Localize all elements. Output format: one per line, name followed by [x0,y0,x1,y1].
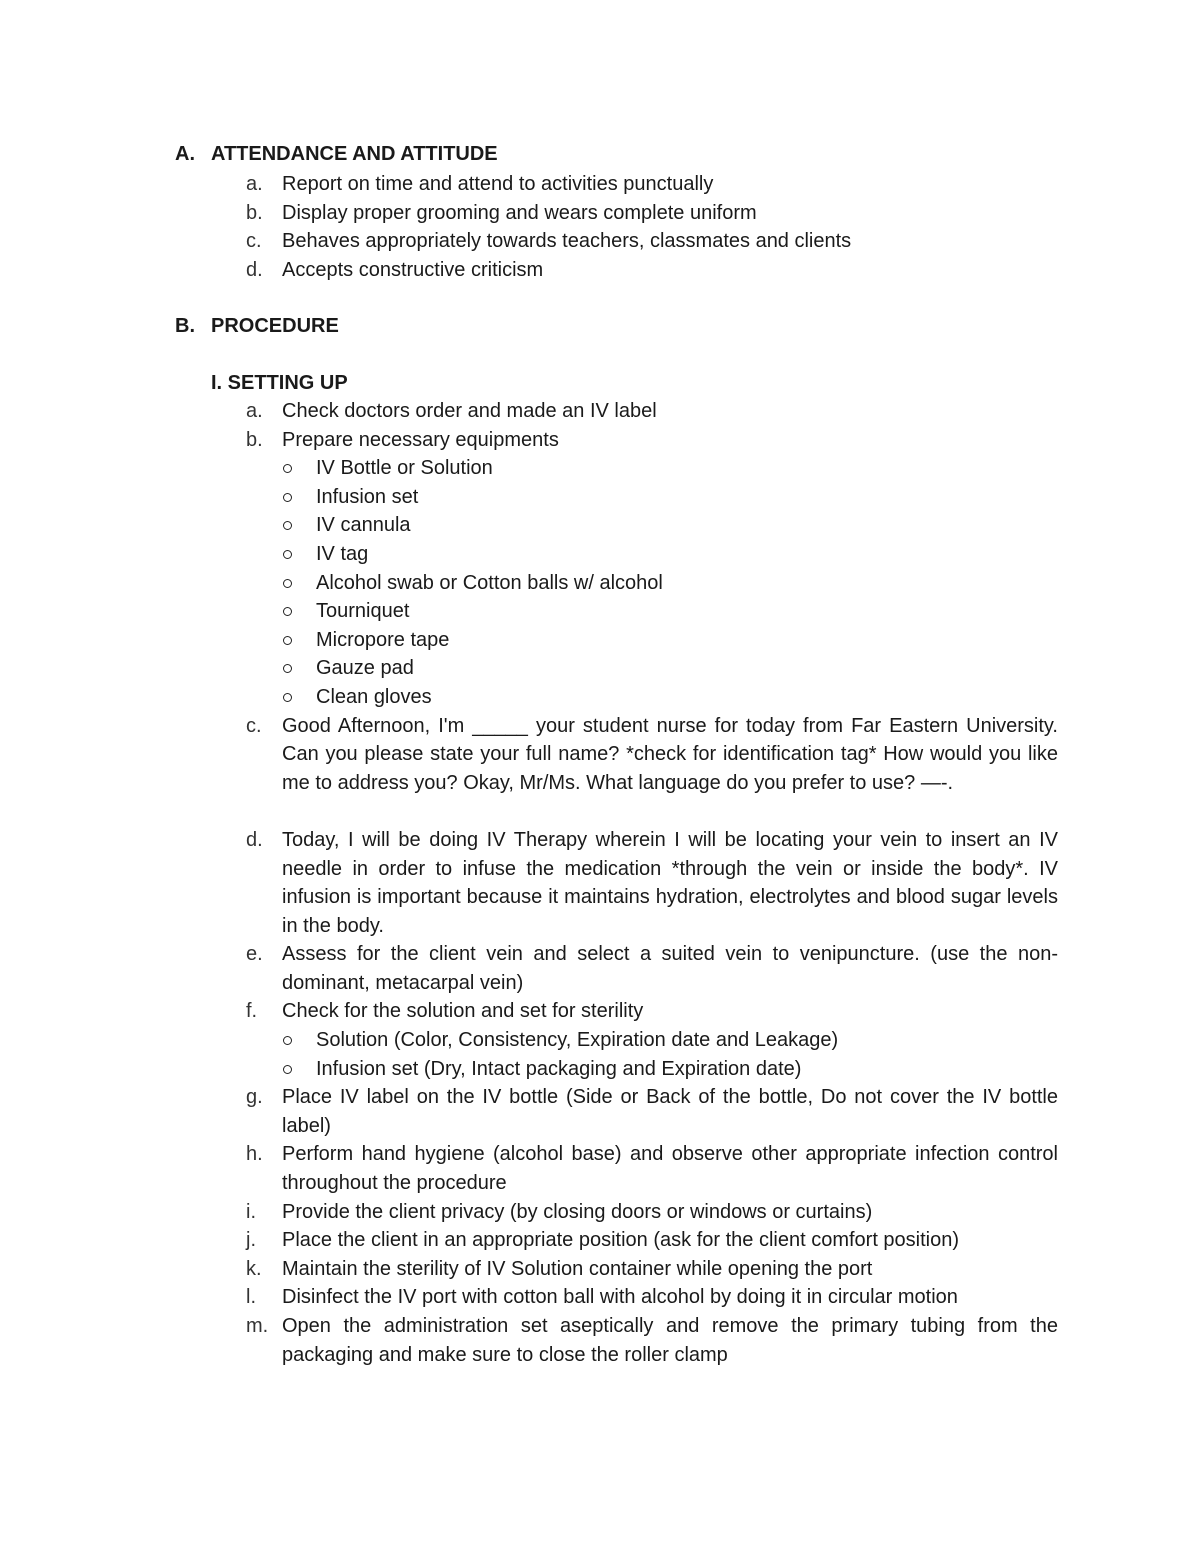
equipment-text: Clean gloves [316,685,432,708]
list-item [246,1283,1058,1312]
circle-bullet-icon [283,607,292,616]
sterility-item [246,1026,1058,1055]
circle-bullet-icon [283,693,292,702]
circle-bullet-icon [283,464,292,473]
blank-line [246,797,1058,826]
item-marker: g. [246,1086,263,1109]
equipment-text: IV cannula [316,514,411,537]
item-text: Place IV label on the IV bottle (Side or Back of the bottle, Do not cover the IV bottle label) [282,1086,1058,1137]
sterility-text: Infusion set (Dry, Intact packaging and Expiration date) [316,1057,802,1080]
list-item [246,256,1058,285]
equipment-item [246,654,1058,683]
subsection-title: I. SETTING UP [211,372,348,394]
item-marker: a. [246,173,263,195]
circle-bullet-icon [283,664,292,673]
equipment-text: Alcohol swab or Cotton balls w/ alcohol [316,571,663,594]
item-text: Report on time and attend to activities punctually [282,173,714,195]
item-text: Maintain the sterility of IV Solution container while opening the port [282,1257,873,1280]
equipment-sublist-wrapper [246,454,1058,711]
section-a-marker: A. [175,143,195,165]
section-a-title: ATTENDANCE AND ATTITUDE [211,143,498,165]
item-text: Good Afternoon, I'm _____ your student nurse for today from Far Eastern University. Can you please state your full name? *check for identification tag* How would you like me to address you? Okay, Mr/Ms. What language do you prefer to use? —-. [282,714,1058,794]
circle-bullet-icon [283,521,292,530]
equipment-text: Micropore tape [316,628,450,651]
list-item [246,170,1058,199]
item-text: Open the administration set aseptically and remove the primary tubing from the packaging and make sure to close the roller clamp [282,1315,1058,1366]
item-text: Provide the client privacy (by closing doors or windows or curtains) [282,1200,873,1223]
circle-bullet-icon [283,1036,292,1045]
item-marker: m. [246,1315,269,1337]
attendance-list [246,170,1058,284]
equipment-item [246,597,1058,626]
equipment-text: Tourniquet [316,600,410,623]
list-item [246,1140,1058,1197]
list-item [246,1255,1058,1284]
item-text: Perform hand hygiene (alcohol base) and observe other appropriate infection control throughout the procedure [282,1143,1058,1195]
item-marker: l. [246,1286,256,1309]
item-marker: c. [246,230,262,253]
equipment-text: IV tag [316,542,369,565]
section-b-heading [175,312,339,340]
equipment-item [246,454,1058,483]
item-text: Behaves appropriately towards teachers, classmates and clients [282,230,852,253]
item-marker: j. [246,1229,256,1252]
circle-bullet-icon [283,1065,292,1074]
section-a-heading [175,140,498,168]
item-marker: a. [246,400,263,422]
item-marker: e. [246,943,263,966]
item-marker: d. [246,828,263,851]
equipment-item [246,569,1058,598]
item-marker: f. [246,1000,258,1023]
item-marker: b. [246,428,263,451]
sterility-sublist-wrapper [246,1026,1058,1083]
sterility-item [246,1055,1058,1084]
list-item [246,199,1058,228]
item-marker: d. [246,258,263,281]
item-marker: c. [246,714,262,737]
equipment-text: Gauze pad [316,657,414,680]
equipment-item [246,540,1058,569]
list-item [246,1083,1058,1140]
equipment-item [246,626,1058,655]
list-item [246,1226,1058,1255]
equipment-item [246,483,1058,512]
list-item [246,1312,1058,1369]
list-item [246,397,1058,426]
list-item [246,826,1058,940]
list-item [246,940,1058,997]
sterility-text: Solution (Color, Consistency, Expiration date and Leakage) [316,1029,839,1052]
circle-bullet-icon [283,550,292,559]
item-text: Assess for the client vein and select a suited vein to venipuncture. (use the non-dominant, metacarpal vein) [282,943,1058,994]
equipment-item [246,683,1058,712]
circle-bullet-icon [283,636,292,645]
list-item [246,712,1058,798]
item-text: Disinfect the IV port with cotton ball with alcohol by doing it in circular motion [282,1286,958,1309]
item-marker: h. [246,1143,263,1166]
item-text: Display proper grooming and wears complete uniform [282,201,757,224]
equipment-text: Infusion set [316,485,419,508]
item-text: Accepts constructive criticism [282,258,544,281]
equipment-sublist [246,454,1058,711]
list-item [246,426,1058,455]
item-text: Place the client in an appropriate position (ask for the client comfort position) [282,1229,960,1252]
equipment-item [246,511,1058,540]
list-item [246,227,1058,256]
list-item [246,1198,1058,1227]
item-marker: b. [246,201,263,224]
sterility-sublist [246,1026,1058,1083]
list-item [246,997,1058,1026]
item-marker: k. [246,1257,262,1280]
item-text: Today, I will be doing IV Therapy wherein I will be locating your vein to insert an IV needle in order to infuse the medication *through the vein or inside the body*. IV infusion is important because it maintains hydration, electrolytes and blood sugar levels in the body. [282,828,1058,937]
subsection-heading [211,369,348,397]
item-text: Check doctors order and made an IV label [282,400,657,422]
circle-bullet-icon [283,579,292,588]
section-b-marker: B. [175,315,195,337]
section-b-title: PROCEDURE [211,315,339,337]
equipment-text: IV Bottle or Solution [316,457,493,480]
item-text: Prepare necessary equipments [282,428,559,451]
procedure-list [246,397,1058,1369]
item-marker: i. [246,1200,256,1223]
circle-bullet-icon [283,493,292,502]
item-text: Check for the solution and set for sterility [282,1000,644,1023]
